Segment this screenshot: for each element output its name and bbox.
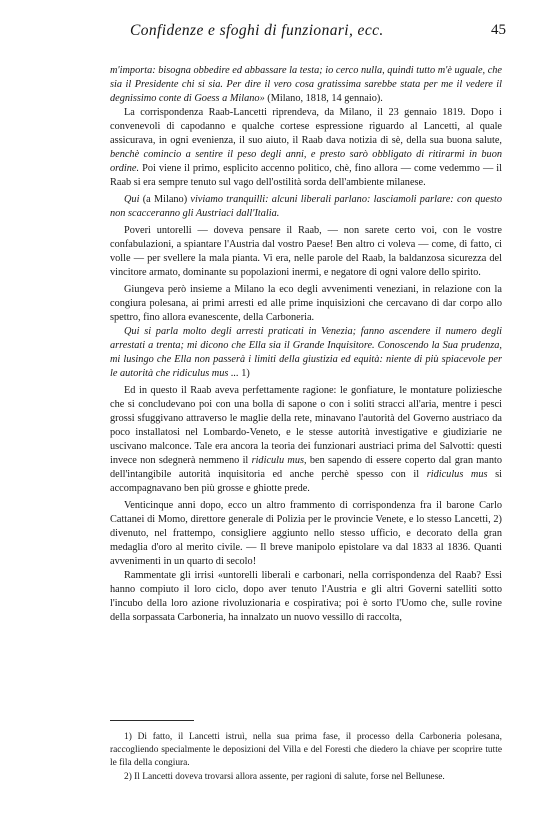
italic-text-segment: viviamo tranquilli: alcuni liberali parlano: lasciamoli parlare: con questo non scacceranno gli Austriaci dall'Italia. xyxy=(110,194,502,219)
paragraph xyxy=(110,499,502,569)
footnote-1: 1) Di fatto, il Lancetti istruì, nella sua prima fase, il processo della Carboneria polesana, raccogliendo specialmente le deposizioni del Villa e del Foresti che diedero la chiave per scoprire tutte le fila della congiura. xyxy=(110,732,502,768)
paragraph xyxy=(110,224,502,280)
text-segment: Poi viene il primo, esplicito accenno politico, chè, fino allora — come vedemmo — il Raab si era sempre tenuto sul vago dell'ostilità sorda dell'ambiente milanese. xyxy=(110,163,502,188)
text-segment: (a Milano) xyxy=(139,194,191,205)
text-segment: Poveri untorelli — doveva pensare il Raab, — non sarete certo voi, con le vostre confabulazioni, a spiantare l'Austria dal vostro Paese! Ben altro ci voleva — come, di fatto, ci volle — per svellere la mala pianta. Vi era, nelle parole del Raab, la baldanzosa sicurezza del vincitore armato, dominante su popolazioni inermi, e negatore di ogni valore dello spirito. xyxy=(110,225,502,278)
text-segment: Ed in questo il Raab aveva perfettamente ragione: le gonfiature, le montature poliziesche che si concludevano poi con una bolla di sapone o con i soliti stracci all'aria, mentre i pesci grossi sfuggivano attraverso le maglie della rete, minavano l'autorità del Governo austriaco da poco installatosi nel Lombardo-Veneto, e le stesse autorità investigative e giudiziarie ne uscivano malconce. Tale era ancora la teoria dei funzionari austriaci prima del Salvotti: questi invece non sdegnerà nemmeno il xyxy=(110,385,502,466)
italic-text-segment: ridiculu mus xyxy=(251,455,305,466)
italic-text-segment: m'importa: bisogna obbedire ed abbassare la testa; io cerco nulla, quindi tutto m'è uguale, che sia il Presidente chi si sia. Per dire il vero cosa gratissima sarebbe stata per me il vedere il degnissimo conte di Goess a Milano» xyxy=(110,65,502,104)
italic-text-segment: ridiculus mus xyxy=(426,469,488,480)
footnote-2: 2) Il Lancetti doveva trovarsi allora assente, per ragioni di salute, forse nel Bellunese. xyxy=(124,772,445,782)
italic-text-segment: benchè comincio a sentire il peso degli anni, e presto sarò obbligato di ritirarmi in buon ordine. xyxy=(110,149,502,174)
quotation xyxy=(110,193,502,221)
text-segment: 1) xyxy=(238,368,250,379)
body-text xyxy=(110,64,502,625)
text-segment: Giungeva però insieme a Milano la eco degli avvenimenti veneziani, in relazione con la congiura polesana, ai primi arresti ed alle prime inquisizioni che cercavano di dar corpo allo spettro, fino allora evanescente, della Carboneria. xyxy=(110,284,502,323)
footnotes xyxy=(110,731,502,784)
text-segment: si accompagnavano ben più grosse e ghiotte prede. xyxy=(110,469,502,494)
footnote-divider xyxy=(110,720,194,721)
text-segment: Rammentate gli irrisi «untorelli liberali e carbonari, nella corrispondenza del Raab? Essi hanno compiuto il loro ciclo, dopo aver tenuto l'Austria e gli altri Governi satelliti sotto l'incubo della loro azione rivoluzionaria e cospirativa; poi è sorto l'Uomo che, sulle rovine della sorpassata Carboneria, ha innalzato un nuovo vessillo di raccolta, xyxy=(110,570,502,623)
italic-text-segment: Qui xyxy=(124,194,140,205)
paragraph xyxy=(110,283,502,325)
text-segment: (Milano, 1818, 14 gennaio). xyxy=(264,93,383,104)
paragraph xyxy=(110,384,502,496)
paragraph xyxy=(110,106,502,190)
italic-text-segment: Qui si parla molto degli arresti praticati in Venezia; fanno ascendere il numero degli arrestati a trenta; mi dicono che Ella sia il Grande Inquisitore. Conoscendo la Sua prudenza, mi lusingo che Ella non passerà i limiti della giustizia ed equità: niente di più spiacevole per le autorità che ridiculus mus ... xyxy=(110,326,502,379)
paragraph-continuation xyxy=(110,64,502,106)
quotation xyxy=(110,325,502,381)
running-title: Confidenze e sfoghi di funzionari, ecc. xyxy=(130,22,384,39)
text-segment: , ben sapendo di essere coperto dal gran manto dell'intangibile autorità inquisitoria ed anche perchè spesso con il xyxy=(110,455,502,480)
text-segment: Venticinque anni dopo, ecco un altro frammento di corrispondenza fra il barone Carlo Cattanei di Momo, direttore generale di Polizia per le provincie Venete, e lo stesso Lancetti, 2) divenuto, nel frattempo, consigliere aggiunto nello stesso ufficio, e decorato della gran medaglia d'oro al merito civile. — Il breve manipolo epistolare va dal 1833 al 1836. Quanti avvenimenti in un quarto di secolo! xyxy=(110,500,502,567)
text-segment: La corrispondenza Raab-Lancetti riprendeva, da Milano, il 23 gennaio 1819. Dopo i convenevoli di capodanno e qualche cortese espressione riguardo al Lancetti, al quale assicurava, in ogni evenienza, il suo aiuto, il Raab dava notizia di sè, della sua buona salute, xyxy=(110,107,502,146)
paragraph xyxy=(110,569,502,625)
page-number: 45 xyxy=(491,22,506,38)
